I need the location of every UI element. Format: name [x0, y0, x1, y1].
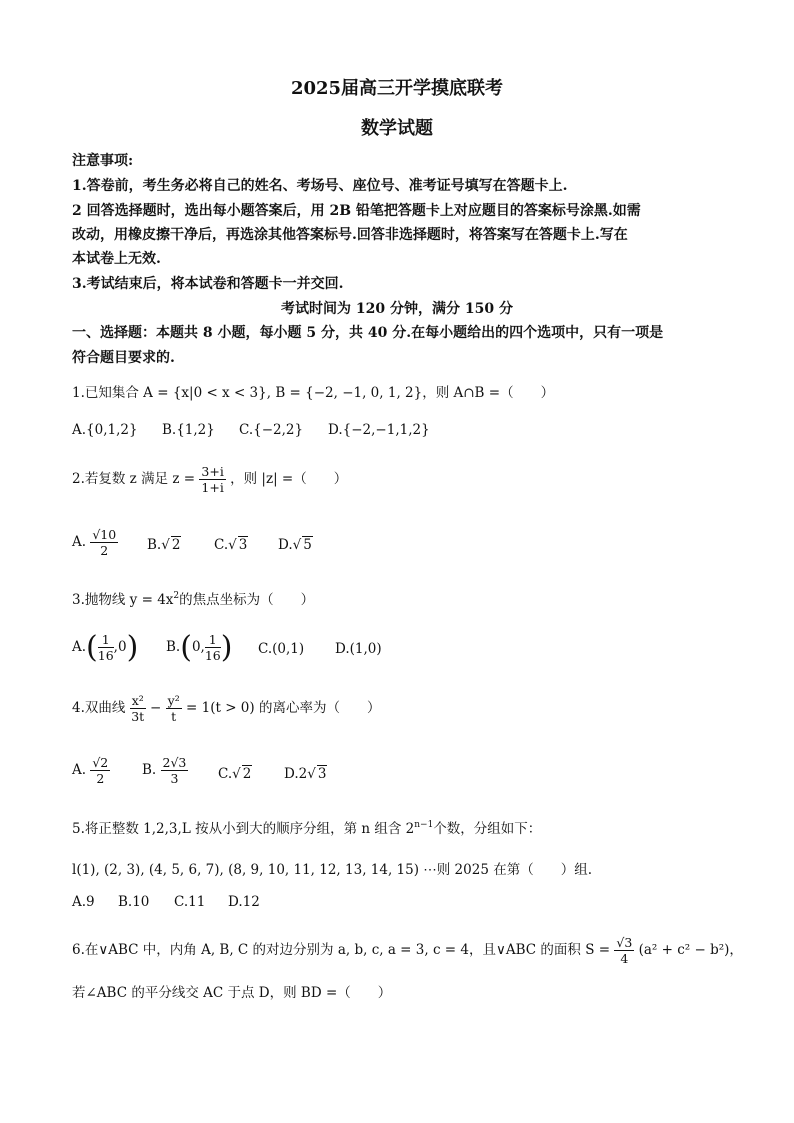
option-fraction-denominator: 16 — [204, 648, 221, 663]
option-head: 0, — [191, 639, 205, 655]
question-5-option-d: D.12 — [228, 894, 260, 910]
question-2-suffix: ，则 |z| =（ ） — [230, 471, 348, 488]
question-4-option-d: D.2√ 3 — [284, 766, 327, 782]
exam-title: 2025届高三开学摸底联考 — [290, 78, 504, 99]
question-3-option-b: B.(0, $\frac{1}{16}$ ) — [166, 630, 233, 665]
question-3-option-a: A.( $\frac{1}{16}$ ,0) — [72, 630, 139, 665]
fraction-numerator: x² — [131, 693, 144, 708]
option-label: D. — [278, 537, 293, 553]
question-2-option-b: B.√ 2 — [147, 537, 181, 553]
option-fraction-numerator: 2√3 — [162, 755, 187, 770]
question-2-option-d: D.√ 5 — [278, 537, 312, 553]
fraction-denominator: t — [171, 709, 177, 725]
option-label: C. — [214, 537, 229, 553]
option-label: D.2 — [284, 766, 308, 782]
question-6-line-2: 若∠ABC 的平分线交 AC 于点 D，则 BD =（ ） — [72, 985, 392, 1001]
question-2-fraction-numerator: 3+i — [201, 464, 224, 479]
note-item-1: 1.答卷前，考生务必将自己的姓名、考场号、座位号、准考证号填写在答题卡上. — [72, 178, 568, 194]
question-4-fraction-x — [130, 694, 146, 723]
question-6-stem-end: (a² + c² − b²)， — [638, 942, 743, 959]
question-1-option-d: D.{−2,−1,1,2} — [328, 422, 430, 438]
question-5-stem-start: 5.将正整数 1,2,3,L 按从小到大的顺序分组，第 n 组含 2 — [72, 821, 415, 837]
note-item-2-line-2: 改动，用橡皮擦干净后，再选涂其他答案标号.回答非选择题时，将答案写在答题卡上.写在 — [72, 227, 628, 243]
option-fraction-numerator: 1 — [205, 633, 221, 648]
section-1-line-1: 一、选择题：本题共 8 小题，每小题 5 分，共 40 分.在每小题给出的四个选项中，只有一项是 — [72, 325, 664, 341]
radicand: 5 — [303, 537, 312, 553]
option-fraction-numerator: √2 — [92, 755, 109, 770]
option-label: B. — [166, 639, 181, 655]
radicand: 3 — [238, 537, 248, 553]
option-fraction — [90, 756, 110, 785]
note-item-2-line-1: 2 回答选择题时，选出每小题答案后，用 2B 铅笔把答题卡上对应题目的答案标号涂黑.如需 — [72, 203, 641, 219]
question-4-option-b — [142, 756, 188, 785]
option-label: B. — [142, 762, 157, 779]
option-fraction-denominator: 16 — [97, 648, 114, 663]
radicand: 2 — [171, 537, 181, 553]
option-fraction — [98, 633, 114, 662]
question-2-option-a — [72, 528, 118, 557]
option-fraction-denominator: 2 — [96, 771, 105, 787]
question-3-option-c: C.(0,1) — [258, 641, 305, 657]
option-fraction — [90, 528, 118, 557]
question-5-option-b: B.10 — [118, 894, 150, 910]
section-1-line-2: 符合题目要求的. — [72, 350, 175, 366]
note-item-3: 3.考试结束后，将本试卷和答题卡一并交回. — [72, 276, 344, 292]
question-4-fraction-y — [166, 694, 182, 723]
option-tail: ,0 — [113, 639, 127, 655]
fraction-denominator: 3t — [131, 709, 145, 725]
question-1-option-c: C.{−2,2} — [239, 422, 304, 438]
question-5-option-c: C.11 — [174, 894, 206, 910]
question-1-stem: 1.已知集合 A = {x|0 < x < 3}, B = {−2, −1, 0, 1, 2}，则 A∩B =（ ） — [72, 385, 555, 401]
question-1-option-a: A.{0,1,2} — [72, 422, 138, 438]
note-item-2-line-3: 本试卷上无效. — [72, 251, 161, 267]
question-2-fraction — [199, 465, 225, 494]
question-2-fraction-denominator: 1+i — [201, 480, 224, 496]
question-5-stem — [72, 817, 732, 837]
notes-heading: 注意事项: — [72, 153, 134, 169]
radicand: 3 — [317, 766, 327, 782]
fraction-numerator: y² — [167, 693, 180, 708]
fraction-numerator: √3 — [616, 935, 633, 950]
question-2-stem — [72, 465, 732, 494]
option-fraction-denominator: 2 — [100, 543, 109, 559]
question-6-fraction — [614, 936, 634, 965]
question-6-stem-start: 6.在∨ABC 中，内角 A, B, C 的对边分别为 a, b, c, a = 3, c = 4，且∨ABC 的面积 S = — [72, 942, 611, 959]
exponent: 2 — [173, 591, 180, 601]
radicand: 2 — [242, 766, 252, 782]
option-fraction — [205, 633, 221, 662]
question-5-stem-end: 个数，分组如下： — [433, 821, 542, 837]
question-3-stem-start: 3.抛物线 y = 4x — [72, 592, 174, 608]
fraction-denominator: 4 — [620, 951, 629, 967]
option-fraction — [161, 756, 189, 785]
question-6-stem — [72, 935, 743, 967]
option-label: B. — [147, 537, 162, 553]
question-5-option-a: A.9 — [72, 894, 95, 910]
option-label: A. — [72, 762, 87, 779]
option-fraction-numerator: 1 — [98, 633, 114, 648]
question-4-option-a — [72, 756, 110, 785]
question-1-option-b: B.{1,2} — [162, 422, 215, 438]
option-label: A. — [72, 534, 87, 551]
minus-sign: − — [150, 700, 162, 717]
option-fraction-denominator: 3 — [170, 771, 179, 787]
subject-title: 数学试题 — [361, 118, 433, 139]
question-4-prefix: 4.双曲线 — [72, 700, 126, 717]
question-4-stem — [72, 694, 732, 723]
question-4-suffix: = 1(t > 0) 的离心率为（ ） — [186, 700, 381, 717]
option-label: C. — [218, 766, 233, 782]
option-label: A. — [72, 639, 87, 655]
question-4-option-c: C.√ 2 — [218, 766, 252, 782]
question-3-stem — [72, 588, 732, 608]
question-2-option-c: C.√ 3 — [214, 537, 248, 553]
exam-time-score: 考试时间为 120 分钟，满分 150 分 — [281, 301, 513, 317]
question-5-sequence: l(1), (2, 3), (4, 5, 6, 7), (8, 9, 10, 11, 12, 13, 14, 15) ⋯则 2025 在第（ ）组. — [72, 862, 593, 878]
option-fraction-numerator: √10 — [92, 527, 117, 542]
question-3-option-d: D.(1,0) — [335, 641, 382, 657]
exponent: n−1 — [414, 820, 434, 830]
question-3-stem-end: 的焦点坐标为（ ） — [179, 592, 315, 608]
question-2-prefix: 2.若复数 z 满足 z = — [72, 471, 196, 488]
